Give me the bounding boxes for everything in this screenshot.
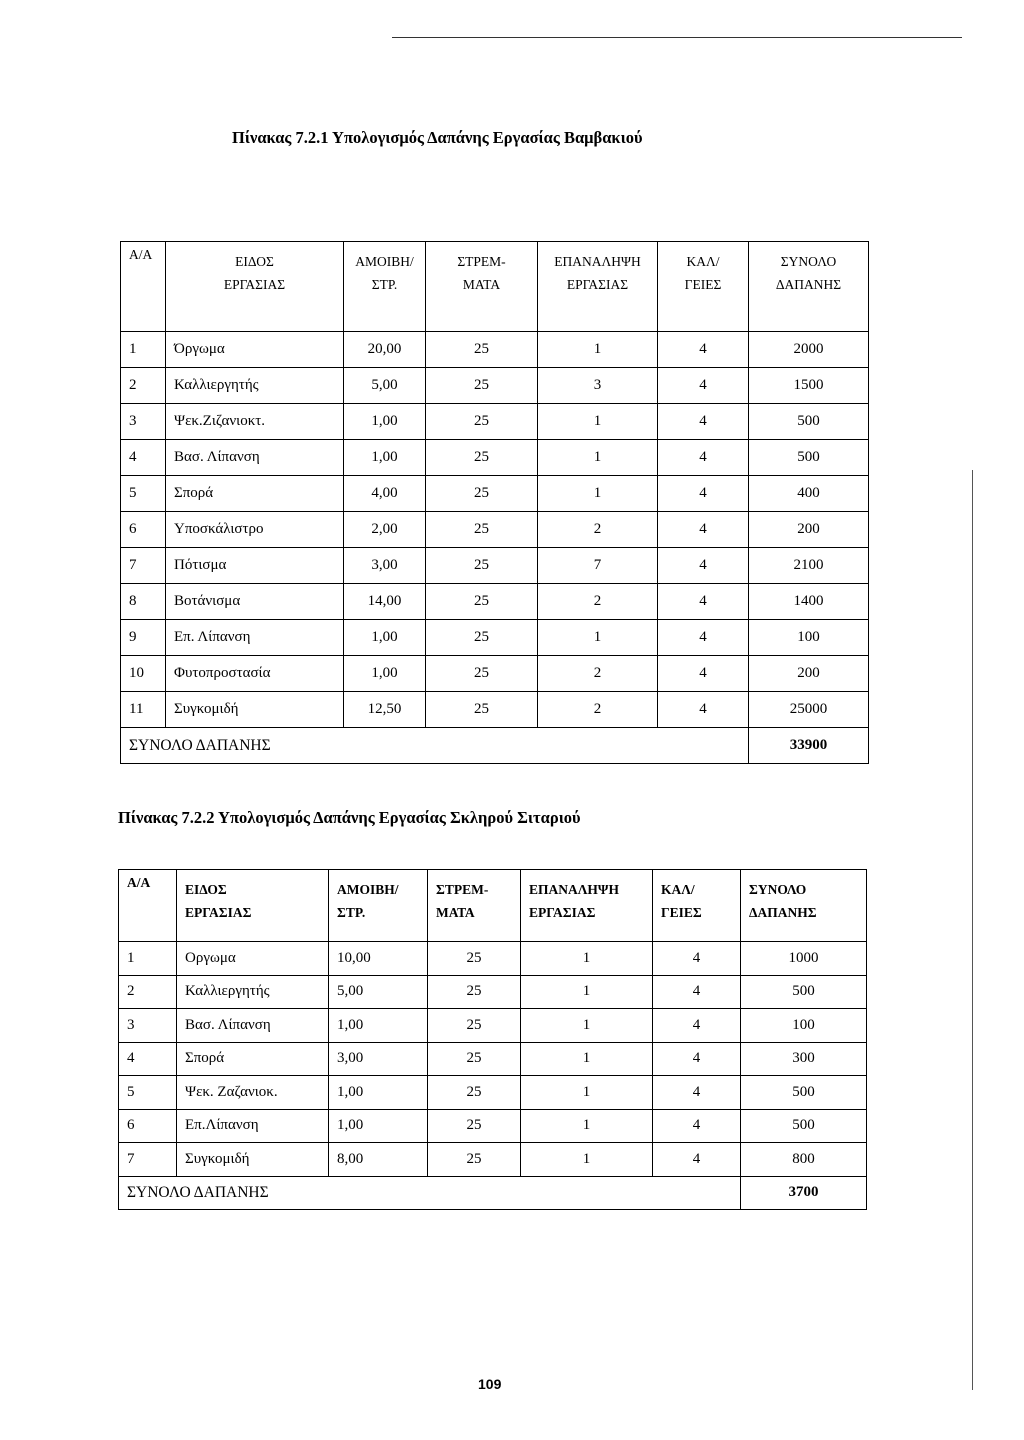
total-value: 3700	[741, 1176, 867, 1210]
table-cell: 4	[658, 692, 749, 728]
table-cell: 25	[426, 656, 538, 692]
table-cell: Καλλιεργητής	[166, 368, 344, 404]
table-cell: 4	[658, 584, 749, 620]
table-cell: 2	[121, 368, 166, 404]
table-cell: Βοτάνισμα	[166, 584, 344, 620]
table-cell: 4	[658, 440, 749, 476]
table-cell: 1,00	[329, 1076, 428, 1110]
table-cell: 4	[653, 975, 741, 1009]
table-cell: 25	[428, 1042, 521, 1076]
table-cell: 2100	[749, 548, 869, 584]
total-label: ΣΥΝΟΛΟ ΔΑΠΑΝΗΣ	[119, 1176, 741, 1210]
table-cell: 25	[426, 368, 538, 404]
table-cell: 4	[658, 512, 749, 548]
table-cell: 1	[119, 942, 177, 976]
table-cell: 1400	[749, 584, 869, 620]
table-cell: 1,00	[329, 1009, 428, 1043]
table-row	[121, 548, 869, 584]
table-cell: 1	[538, 620, 658, 656]
table-row	[121, 584, 869, 620]
table-cell: Συγκομιδή	[166, 692, 344, 728]
table-cell: 1	[521, 1009, 653, 1043]
table-cell: 25	[428, 1009, 521, 1043]
table-cell: 3,00	[329, 1042, 428, 1076]
table-row	[121, 692, 869, 728]
table-row	[119, 1143, 867, 1177]
table-row	[119, 1009, 867, 1043]
table-cell: 500	[749, 404, 869, 440]
table-cell: Βασ. Λίπανση	[166, 440, 344, 476]
table-cell: 25	[428, 975, 521, 1009]
table-cell: 1,00	[344, 404, 426, 440]
table-cell: 25	[426, 512, 538, 548]
header-cell-crops: ΚΑΛ/ ΓΕΙΕΣ	[653, 870, 741, 942]
table-cell: 1	[521, 1076, 653, 1110]
header-cell-fee: ΑΜΟΙΒΗ/ ΣΤΡ.	[344, 242, 426, 332]
table-cell: 2000	[749, 332, 869, 368]
table-cell: 2,00	[344, 512, 426, 548]
table-row	[121, 512, 869, 548]
table-cell: Υποσκάλιστρο	[166, 512, 344, 548]
table-cell: 500	[741, 1109, 867, 1143]
table-cell: 4	[658, 656, 749, 692]
table-cell: 4	[658, 476, 749, 512]
table-cell: 25	[426, 332, 538, 368]
table-cell: 25	[428, 1109, 521, 1143]
table-cell: 4	[653, 1143, 741, 1177]
header-cell-total: ΣΥΝΟΛΟ ΔΑΠΑΝΗΣ	[749, 242, 869, 332]
table-cell: 2	[119, 975, 177, 1009]
header-cell-acres: ΣΤΡΕΜ- ΜΑΤΑ	[426, 242, 538, 332]
table-cell: 3	[121, 404, 166, 440]
table-row	[121, 620, 869, 656]
table-cell: 25	[426, 692, 538, 728]
table-cell: 200	[749, 656, 869, 692]
table-cell: Επ. Λίπανση	[166, 620, 344, 656]
table-cell: Όργωμα	[166, 332, 344, 368]
header-cell-repeats: ΕΠΑΝΑΛΗΨΗ ΕΡΓΑΣΙΑΣ	[538, 242, 658, 332]
table-cell: 500	[749, 440, 869, 476]
table-cell: 1	[521, 1042, 653, 1076]
table-cell: 4	[121, 440, 166, 476]
table-cell: 4	[119, 1042, 177, 1076]
table-cell: Πότισμα	[166, 548, 344, 584]
table-cell: 9	[121, 620, 166, 656]
table-row	[121, 476, 869, 512]
table-cell: 5	[119, 1076, 177, 1110]
table-cell: 25	[428, 1143, 521, 1177]
table-cell: 1	[521, 1143, 653, 1177]
table-cell: 4	[658, 404, 749, 440]
table-cell: Ψεκ. Ζαζανιοκ.	[177, 1076, 329, 1110]
table-cell: 4	[653, 1076, 741, 1110]
table-cell: 25	[426, 440, 538, 476]
total-row	[121, 728, 869, 764]
header-cell-aa: Α/Α	[119, 870, 177, 942]
table-cell: 10	[121, 656, 166, 692]
table-cell: 25	[426, 476, 538, 512]
table-cell: Σπορά	[166, 476, 344, 512]
table-row	[119, 1076, 867, 1110]
table-cell: 6	[121, 512, 166, 548]
table1-title: Πίνακας 7.2.1 Υπολογισμός Δαπάνης Εργασίας Βαμβακιού	[232, 128, 643, 147]
table-cell: 1000	[741, 942, 867, 976]
table-cell: Οργωμα	[177, 942, 329, 976]
table-cell: 25000	[749, 692, 869, 728]
table-cell: 5	[121, 476, 166, 512]
table-cell: 1	[521, 1109, 653, 1143]
table-cell: 1	[521, 975, 653, 1009]
table-row	[121, 332, 869, 368]
table-row	[121, 368, 869, 404]
header-cell-fee: ΑΜΟΙΒΗ/ ΣΤΡ.	[329, 870, 428, 942]
header-cell-repeats: ΕΠΑΝΑΛΗΨΗ ΕΡΓΑΣΙΑΣ	[521, 870, 653, 942]
table-row	[121, 440, 869, 476]
table1-body	[121, 242, 869, 764]
table-cell: 6	[119, 1109, 177, 1143]
total-row	[119, 1176, 867, 1210]
table-cell: 1,00	[344, 440, 426, 476]
header-cell-total: ΣΥΝΟΛΟ ΔΑΠΑΝΗΣ	[741, 870, 867, 942]
cotton-labor-cost-table	[120, 241, 869, 764]
table-cell: 100	[741, 1009, 867, 1043]
header-cell-work-type: ΕΙΔΟΣ ΕΡΓΑΣΙΑΣ	[166, 242, 344, 332]
table-cell: 3	[538, 368, 658, 404]
table-cell: 2	[538, 512, 658, 548]
table-cell: Σπορά	[177, 1042, 329, 1076]
table-row	[119, 1109, 867, 1143]
table-cell: 4	[653, 1042, 741, 1076]
header-cell-work-type: ΕΙΔΟΣ ΕΡΓΑΣΙΑΣ	[177, 870, 329, 942]
table2-header-row	[119, 870, 867, 942]
table-cell: 1	[538, 404, 658, 440]
header-cell-aa: Α/Α	[121, 242, 166, 332]
table-cell: 4	[658, 332, 749, 368]
table-cell: 4	[653, 942, 741, 976]
table-cell: Φυτοπροστασία	[166, 656, 344, 692]
table-cell: 25	[426, 404, 538, 440]
table-cell: 8,00	[329, 1143, 428, 1177]
header-cell-crops: ΚΑΛ/ ΓΕΙΕΣ	[658, 242, 749, 332]
table-cell: 2	[538, 656, 658, 692]
table-cell: 5,00	[329, 975, 428, 1009]
table-cell: Επ.Λίπανση	[177, 1109, 329, 1143]
table-cell: 5,00	[344, 368, 426, 404]
table-row	[119, 942, 867, 976]
table-cell: 4	[658, 548, 749, 584]
table-cell: 25	[426, 584, 538, 620]
table-cell: Ψεκ.Ζιζανιοκτ.	[166, 404, 344, 440]
table-row	[119, 975, 867, 1009]
right-margin-rule	[972, 470, 973, 1390]
table-cell: 4,00	[344, 476, 426, 512]
table-cell: 4	[658, 620, 749, 656]
table-cell: 4	[653, 1009, 741, 1043]
table-cell: 500	[741, 1076, 867, 1110]
table-cell: 25	[426, 620, 538, 656]
table-cell: 1	[538, 476, 658, 512]
durum-wheat-labor-cost-table	[118, 869, 867, 1210]
total-label: ΣΥΝΟΛΟ ΔΑΠΑΝΗΣ	[121, 728, 749, 764]
table-cell: 2	[538, 584, 658, 620]
table-cell: Καλλιεργητής	[177, 975, 329, 1009]
table-cell: 10,00	[329, 942, 428, 976]
table-row	[119, 1042, 867, 1076]
table-cell: 4	[653, 1109, 741, 1143]
table-cell: 8	[121, 584, 166, 620]
table-cell: 7	[538, 548, 658, 584]
table-cell: 20,00	[344, 332, 426, 368]
page-number: 109	[478, 1376, 502, 1392]
table-cell: 25	[428, 942, 521, 976]
table-cell: 3	[119, 1009, 177, 1043]
header-cell-acres: ΣΤΡΕΜ- ΜΑΤΑ	[428, 870, 521, 942]
top-rule	[392, 37, 962, 38]
table-cell: 25	[428, 1076, 521, 1110]
table-cell: 1,00	[329, 1109, 428, 1143]
table-cell: 300	[741, 1042, 867, 1076]
table-cell: 3,00	[344, 548, 426, 584]
table-cell: 12,50	[344, 692, 426, 728]
table-cell: 1	[538, 440, 658, 476]
table-cell: 500	[741, 975, 867, 1009]
table-cell: 1,00	[344, 620, 426, 656]
table-cell: 1	[121, 332, 166, 368]
table-cell: 400	[749, 476, 869, 512]
table-row	[121, 656, 869, 692]
table-cell: 1	[538, 332, 658, 368]
table-cell: 7	[119, 1143, 177, 1177]
table2-body	[119, 870, 867, 1210]
table-cell: 4	[658, 368, 749, 404]
table-cell: 200	[749, 512, 869, 548]
table1-header-row	[121, 242, 869, 332]
table-cell: Συγκομιδή	[177, 1143, 329, 1177]
table-cell: 11	[121, 692, 166, 728]
table-cell: 7	[121, 548, 166, 584]
table2-title: Πίνακας 7.2.2 Υπολογισμός Δαπάνης Εργασίας Σκληρού Σιταριού	[118, 808, 581, 827]
table-cell: Βασ. Λίπανση	[177, 1009, 329, 1043]
table-cell: 800	[741, 1143, 867, 1177]
table-cell: 1	[521, 942, 653, 976]
table-cell: 25	[426, 548, 538, 584]
table-row	[121, 404, 869, 440]
table-cell: 14,00	[344, 584, 426, 620]
table-cell: 2	[538, 692, 658, 728]
table-cell: 100	[749, 620, 869, 656]
table-cell: 1,00	[344, 656, 426, 692]
total-value: 33900	[749, 728, 869, 764]
table-cell: 1500	[749, 368, 869, 404]
